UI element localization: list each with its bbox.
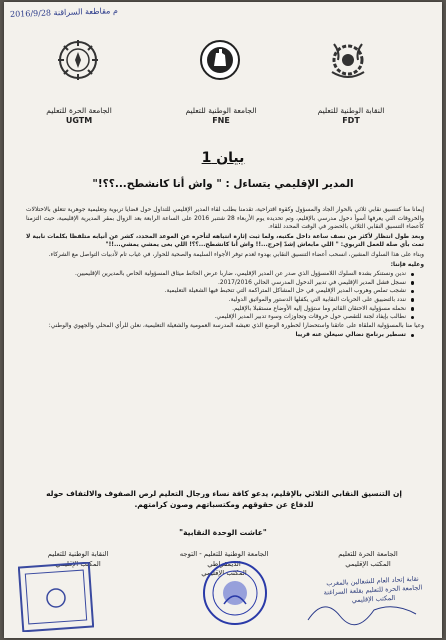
signature-line: الجامعة الوطنية للتعليم - التوجه الديمقراطي (179, 550, 269, 568)
union-abbr: FNE (212, 116, 230, 125)
list-item: ندين ونستنكر بشدة السلوك اللامسؤول الذي صدر عن المدير الإقليمي، ضاربا عرض الحائط ميثاق المسؤولية الخاص بالمديرين الإقليميين. (26, 270, 414, 279)
paragraph: وعيا منا بالمسؤولية الملقاة على عاتقنا واستحضارا لخطورة الوضع الذي تعيشه المدرسة العمومية والشغيلة التعليمية، نعلن للرأي المحلي والجهوي والوطني: (48, 322, 424, 329)
union-name: النقابة الوطنية للتعليم (317, 106, 385, 115)
union-abbr: FDT (342, 116, 360, 125)
paragraph: إيمانا منا كتنسيق نقابي ثلاثي بالحوار الجاد والمسؤول وكقوة اقتراحية، تقدمنا بطلب لقاء المدير الإقليمي للتداول حول قضايا تربوية وتعليمية جوهرية تتعلق بالاختلالات والخروقات التي يعرفها أسوأ دخول مدرسي بالإقليم، وتم تحديده يوم الأربعاء 28 شتنبر 2016 على الساعة الرابعة بعد الزوال بمقر المديرية الإقليمية، حيث التزمنا كأعضاء التنسيق النقابي الثلاثي بالحضور في الوقت المحدد للقاء. (26, 207, 424, 231)
signature-line: النقابة الوطنية للتعليم (47, 550, 109, 558)
announcement-list (26, 331, 424, 340)
union-ugtm (24, 106, 134, 126)
fdt-logo (324, 38, 372, 82)
union-abbr: UGTM (65, 116, 93, 125)
statement-headline: المدير الإقليمي يتساءل : " واش أنا كانشطح...؟؟!" (92, 178, 354, 190)
demands-list (26, 270, 424, 322)
signature-scribble-icon (304, 592, 424, 632)
rectangular-seal-icon (18, 562, 94, 632)
union-fne (166, 106, 276, 126)
paragraph: وبعد طول انتظار لأكثر من نصف ساعة داخل مكتبه، ولما ثبت إثارة انتباهه لتأخره عن الموعد المحدد، كشر عن أنيابه متلفظا بكلمات نابية لا تمت بأي صلة للعمل التربوي: " اللي مابغاش إشدّ إخرج...!! واش أنا كانشطح...؟؟! اللي بغى يمشي يمشي...!!" (26, 233, 424, 249)
union-name: الجامعة الوطنية للتعليم (185, 106, 257, 115)
round-seal-icon (200, 558, 270, 628)
list-item: نحمله مسؤولية الاحتقان القائم وما ستؤول إليه الأوضاع مستقبلا بالإقليم. (26, 305, 414, 314)
signature-line: المكتب الإقليمي (345, 559, 391, 568)
signature-line: المكتب الإقليمي (55, 559, 101, 568)
call-to-action: إن التنسيق النقابي الثلاثي بالإقليم، يدعو كافة نساء ورجال التعليم لرص الصفوف والالتفاف حوله للدفاع عن حقوقهم ومكتسباتهم وصون كرامتهم. (46, 489, 402, 509)
union-name: الجامعة الحرة للتعليم (46, 106, 112, 115)
paragraph: وعليه فإننا: (390, 261, 424, 268)
statement-title: بيان 1 (201, 150, 245, 166)
signature-ugtm (308, 550, 428, 569)
union-fdt (296, 106, 406, 126)
paragraph: وبناء على هذا السلوك المشين، انسحب أعضاء التنسيق النقابي بهدوء لعدم توفر الأجواء السليمة والصحية للحوار، في غياب تام لأدبيات التواصل مع الشركاء. (48, 251, 424, 258)
list-item: نندد بالتضييق على الحريات النقابية التي يكفلها الدستور والمواثيق الدولية. (26, 296, 414, 305)
signature-line: الجامعة الحرة للتعليم (338, 550, 398, 558)
date-stamp: 2016/9/28 م مقاطعة السراقنة (9, 6, 118, 19)
handwritten-stamp-text: نقابة إتحاد العام للشغالين بالمغرب الجامعة الحرة للتعليم بقلعة السراغنة المكتب الإقليمي (323, 574, 423, 605)
statement-body (26, 206, 424, 340)
signature-line: المكتب الإقليمي (201, 569, 247, 577)
list-item: نسجل فشل المدير الإقليمي في تدبير الدخول المدرسي الحالي 2017/2016. (26, 279, 414, 288)
list-item: تسطير برنامج نضالي سيعلن عنه قريبا (26, 331, 414, 340)
list-item: نطالب بإيفاد لجنة للتقصي حول خروقات وتجاوزات وسوء تدبير المدير الإقليمي. (26, 313, 414, 322)
slogan: "عاشت الوحدة النقابية" (179, 528, 267, 537)
ugtm-logo (54, 38, 102, 82)
document-sheet (4, 2, 442, 638)
list-item: نشجب تملص وهروب المدير الإقليمي في حل المشاكل المتراكمة التي تتخبط فيها الشغيلة التعليمية. (26, 287, 414, 296)
fne-logo (196, 38, 244, 82)
